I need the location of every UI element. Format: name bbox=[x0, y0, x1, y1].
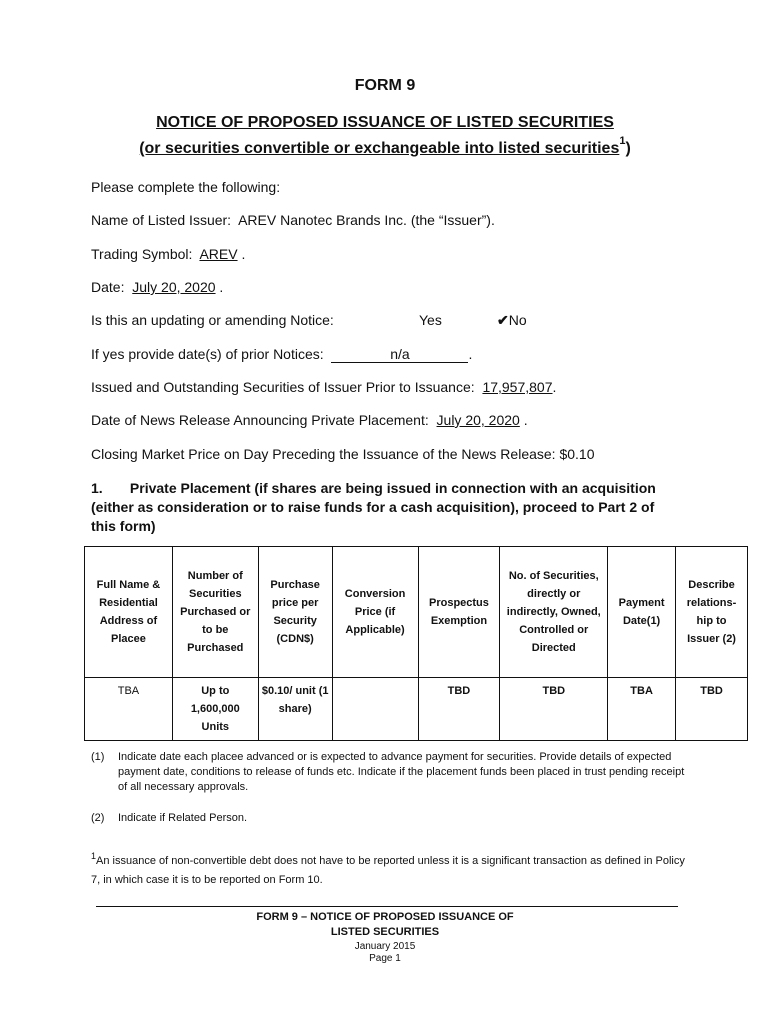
footer-page: Page 1 bbox=[369, 953, 401, 964]
checkmark-icon: ✔ bbox=[497, 312, 509, 328]
table-cell: $0.10/ unit (1 share) bbox=[258, 678, 332, 741]
note-2-number: (2) bbox=[91, 812, 105, 824]
table-cell: TBA bbox=[85, 678, 173, 741]
form-label: FORM 9 bbox=[354, 77, 416, 94]
issuer-label: Name of Listed Issuer: bbox=[91, 212, 232, 228]
column-header: No. of Securities, directly or indirectly, Owned, Controlled or Directed bbox=[500, 547, 608, 678]
outstanding-label: Issued and Outstanding Securities of Issuer Prior to Issuance: bbox=[91, 379, 475, 395]
amend-line bbox=[91, 312, 334, 328]
prior-label: If yes provide date(s) of prior Notices: bbox=[91, 346, 324, 362]
news-label: Date of News Release Announcing Private Placement: bbox=[91, 412, 429, 428]
table-cell: TBA bbox=[608, 678, 676, 741]
title-line-2 bbox=[0, 135, 770, 158]
news-line: Date of News Release Announcing Private Placement: July 20, 2020 . bbox=[91, 412, 528, 428]
table-cell: TBD bbox=[676, 678, 748, 741]
date-line: Date: July 20, 2020 . bbox=[91, 279, 224, 295]
date-value: July 20, 2020 bbox=[132, 279, 216, 295]
table-cell bbox=[332, 678, 418, 741]
symbol-line: Trading Symbol: AREV . bbox=[91, 246, 246, 262]
table-header-row bbox=[85, 547, 748, 678]
section-1-number: 1. bbox=[91, 480, 103, 496]
column-header: Describe relations-hip to Issuer (2) bbox=[676, 547, 748, 678]
symbol-value: AREV bbox=[199, 246, 238, 262]
note-1-number: (1) bbox=[91, 751, 105, 763]
placement-table bbox=[84, 546, 748, 741]
note-2-text: Indicate if Related Person. bbox=[118, 812, 248, 824]
footer-title-2: LISTED SECURITIES bbox=[330, 926, 440, 938]
title-line-2-text: (or securities convertible or exchangeable into listed securities bbox=[139, 140, 620, 157]
column-header: Prospectus Exemption bbox=[418, 547, 500, 678]
issuer-value: AREV Nanotec Brands Inc. (the “Issuer”). bbox=[238, 212, 495, 228]
section-1-text: Private Placement (if shares are being issued in connection with an acquisition (either as consideration or to raise funds for a cash acquisition), proceed to Part 2 of this form) bbox=[91, 480, 656, 534]
news-value: July 20, 2020 bbox=[436, 412, 520, 428]
table-cell: TBD bbox=[500, 678, 608, 741]
amend-no-option bbox=[497, 312, 527, 329]
footnote bbox=[91, 852, 691, 890]
title-line-2-close: ) bbox=[625, 140, 631, 157]
column-header: Number of Securities Purchased or to be Purchased bbox=[172, 547, 258, 678]
intro-text: Please complete the following: bbox=[91, 179, 281, 195]
closing-line bbox=[91, 446, 595, 462]
table-cell: Up to 1,600,000 Units bbox=[172, 678, 258, 741]
table-cell: TBD bbox=[418, 678, 500, 741]
title-footnote-mark: 1 bbox=[619, 135, 626, 147]
footer-divider bbox=[96, 906, 678, 907]
column-header: Conversion Price (if Applicable) bbox=[332, 547, 418, 678]
footer-title-1: FORM 9 – NOTICE OF PROPOSED ISSUANCE OF bbox=[256, 911, 514, 923]
symbol-label: Trading Symbol: bbox=[91, 246, 193, 262]
date-label: Date: bbox=[91, 279, 125, 295]
note-1-text: Indicate date each placee advanced or is expected to advance payment for securities. Provide details of expected payment date, conditions to release of funds etc. Indicate if the placement funds been placed in trust pending receipt of all necessary approvals. bbox=[118, 751, 685, 793]
amend-label: Is this an updating or amending Notice: bbox=[91, 312, 334, 328]
closing-value: $0.10 bbox=[559, 446, 595, 462]
title-line-1 bbox=[0, 114, 770, 132]
outstanding-value: 17,957,807 bbox=[482, 379, 553, 395]
outstanding-line: Issued and Outstanding Securities of Issuer Prior to Issuance: 17,957,807. bbox=[91, 379, 557, 395]
title-line-1-text: NOTICE OF PROPOSED ISSUANCE OF LISTED SECURITIES bbox=[156, 114, 614, 131]
column-header: Purchase price per Security (CDN$) bbox=[258, 547, 332, 678]
prior-value: n/a bbox=[331, 346, 468, 363]
prior-line: If yes provide date(s) of prior Notices: n/a . bbox=[91, 346, 473, 362]
footer-date: January 2015 bbox=[354, 941, 416, 952]
amend-yes: Yes bbox=[419, 312, 442, 328]
footnote-mark: 1 bbox=[91, 851, 97, 861]
note-1 bbox=[91, 750, 691, 795]
column-header: Payment Date(1) bbox=[608, 547, 676, 678]
note-2 bbox=[91, 811, 691, 826]
closing-label: Closing Market Price on Day Preceding the Issuance of the News Release: bbox=[91, 446, 556, 462]
column-header: Full Name & Residential Address of Placee bbox=[85, 547, 173, 678]
amend-no: No bbox=[508, 312, 527, 328]
footnote-text: An issuance of non-convertible debt does not have to be reported unless it is a significant transaction as defined in Policy 7, in which case it is to be reported on Form 10. bbox=[91, 855, 685, 886]
table-row bbox=[85, 678, 748, 741]
issuer-line bbox=[91, 212, 495, 228]
section-1-heading bbox=[91, 479, 661, 536]
